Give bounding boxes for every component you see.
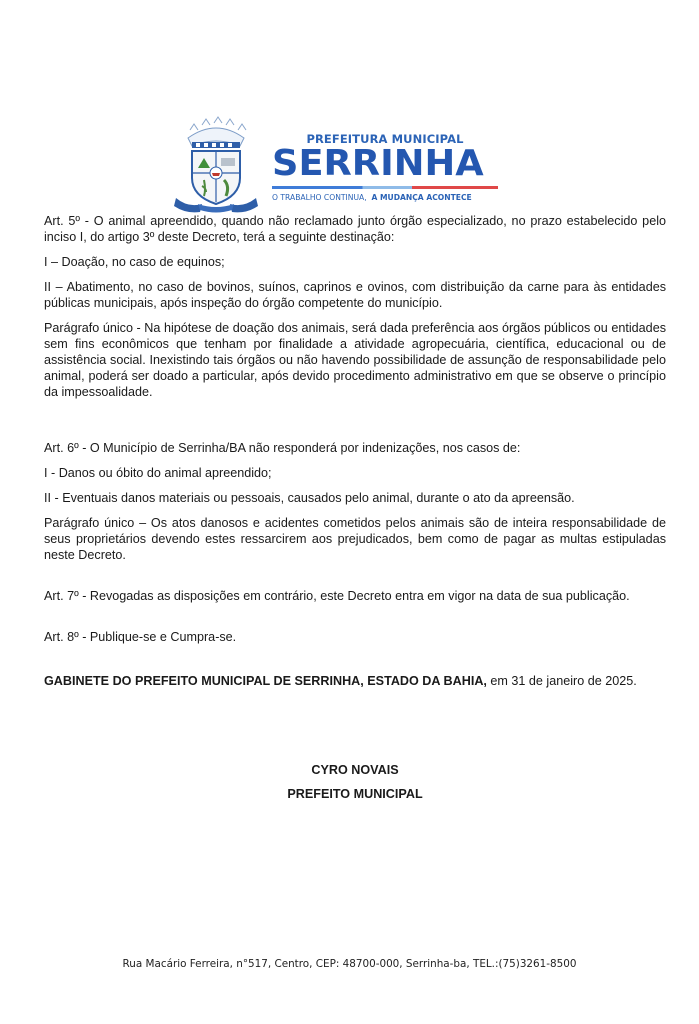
slogan-regular: O TRABALHO CONTINUA, — [272, 193, 367, 202]
brand-divider — [272, 186, 498, 189]
letterhead — [168, 116, 498, 216]
closing-office: GABINETE DO PREFEITO MUNICIPAL DE SERRINHA, ESTADO DA BAHIA, — [44, 674, 487, 688]
article-5-item-ii: II – Abatimento, no caso de bovinos, suínos, caprinos e ovinos, com distribuição da carne para às entidades públicas municipais, após inspeção do órgão competente do município. — [44, 280, 666, 310]
signer-title: PREFEITO MUNICIPAL — [287, 787, 423, 801]
coat-of-arms-icon — [168, 116, 264, 216]
brand-wordmark — [272, 132, 498, 202]
article-5-sole-paragraph: Parágrafo único - Na hipótese de doação dos animais, será dada preferência aos órgãos públicos ou entidades sem fins econômicos que tenham por finalidade a atividade agropecuária, científica, educacional ou de assistência social. Inexistindo tais órgãos ou não havendo possibilidade de assunção de responsabilidade pelo animal, poderá ser doado a particular, após devido procedimento administrativo em que se observe o princípio da impessoalidade. — [44, 321, 666, 399]
article-6: Art. 6º - O Município de Serrinha/BA não responderá por indenizações, nos casos de: — [44, 441, 521, 455]
brand-subtitle: PREFEITURA MUNICIPAL — [306, 132, 464, 146]
article-6-item-ii: II - Eventuais danos materiais ou pessoais, causados pelo animal, durante o ato da apreensão. — [44, 491, 575, 505]
article-5-item-i: I – Doação, no caso de equinos; — [44, 255, 225, 269]
article-6-sole-paragraph: Parágrafo único – Os atos danosos e acidentes cometidos pelos animais são de inteira responsabilidade de seus proprietários devendo estes ressarcirem aos prejudicados, bem como de pagar as multas estipuladas neste Decreto. — [44, 516, 666, 562]
article-5: Art. 5º - O animal apreendido, quando não reclamado junto órgão especializado, no prazo estabelecido pelo inciso I, do artigo 3º deste Decreto, terá a seguinte destinação: — [44, 214, 666, 244]
slogan-bold: A MUDANÇA ACONTECE — [371, 193, 472, 202]
closing-statement — [44, 673, 666, 689]
article-8: Art. 8º - Publique-se e Cumpra-se. — [44, 630, 237, 644]
article-6-item-i: I - Danos ou óbito do animal apreendido; — [44, 466, 272, 480]
signer-name: CYRO NOVAIS — [311, 763, 399, 777]
brand-title: SERRINHA — [272, 143, 484, 184]
brand-slogan — [272, 193, 498, 202]
footer-address: Rua Macário Ferreira, n°517, Centro, CEP: 48700-000, Serrinha-ba, TEL.:(75)3261-8500 — [122, 958, 577, 970]
closing-date: em 31 de janeiro de 2025. — [486, 674, 637, 688]
article-7: Art. 7º - Revogadas as disposições em contrário, este Decreto entra em vigor na data de sua publicação. — [44, 589, 630, 603]
